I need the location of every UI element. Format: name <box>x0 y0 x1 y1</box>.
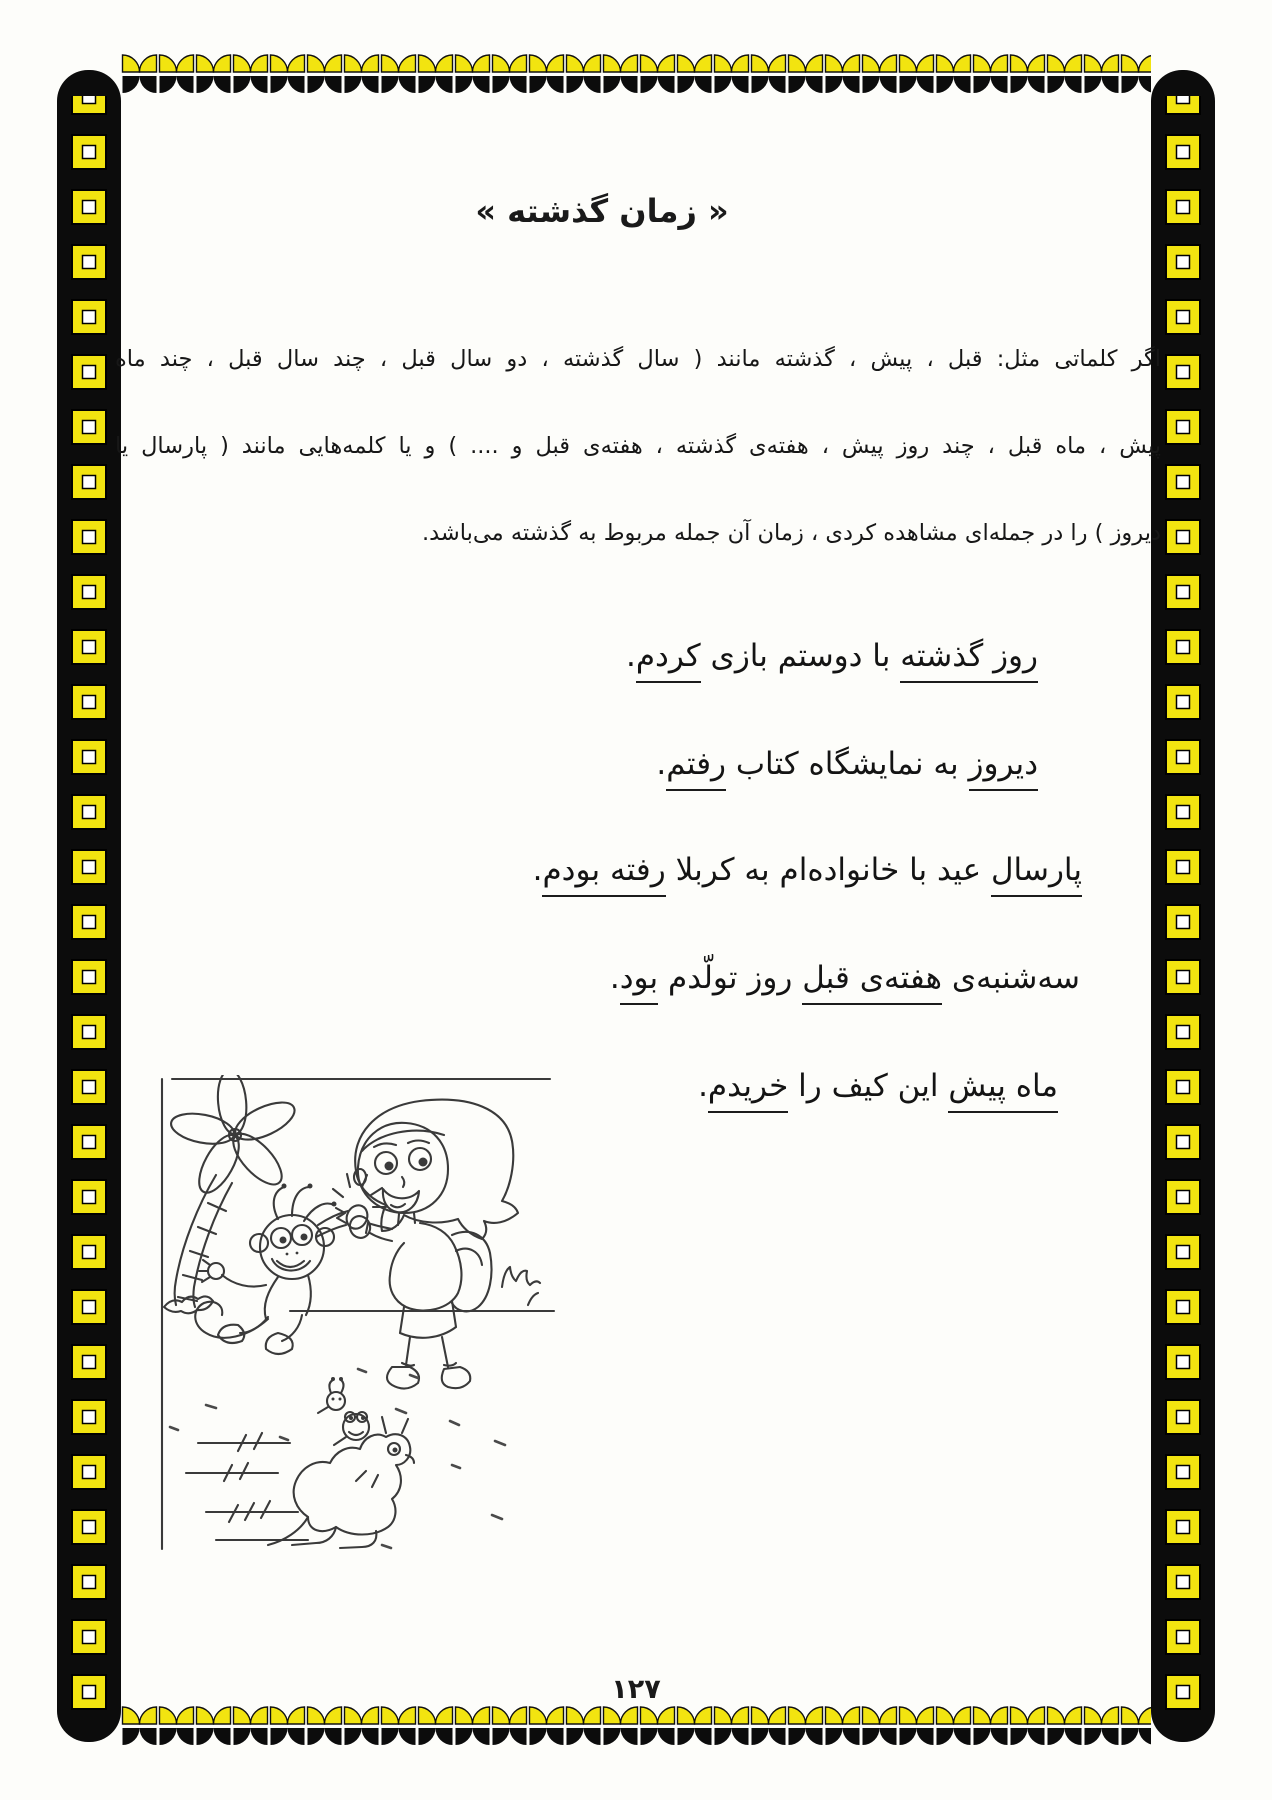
example-sentence <box>656 746 1038 782</box>
underlined-word: دیروز <box>969 746 1038 791</box>
sentence-text: به نمایشگاه کتاب <box>726 746 969 782</box>
sentence-text: با دوستم بازی <box>700 638 901 674</box>
sentence-text: این کیف را <box>788 1068 949 1104</box>
underlined-word: کردم <box>636 638 701 683</box>
underlined-word: رفته بودم <box>542 852 665 897</box>
dora-boots-coloring-illustration <box>150 1075 560 1555</box>
border-top-scallop <box>121 42 1151 106</box>
page-title: « زمان گذشته » <box>475 192 729 230</box>
sentence-text: . <box>625 638 636 674</box>
intro-paragraph <box>115 316 1161 577</box>
underlined-word: بود <box>620 960 658 1005</box>
paragraph-line: اگر کلماتی مثل: قبل ، پیش ، گذشته مانند ( سال گذشته ، دو سال قبل ، چند سال قبل ، چند ماه <box>115 346 1161 372</box>
palm-flower <box>169 1075 300 1199</box>
example-sentence <box>533 852 1082 888</box>
underlined-word: خریدم <box>708 1068 788 1113</box>
underlined-word: هفته‌ی قبل <box>802 960 942 1005</box>
kangaroo-friends <box>268 1377 414 1548</box>
scatter-marks <box>170 1369 505 1548</box>
sentence-text: . <box>656 746 667 782</box>
example-sentence <box>626 638 1038 674</box>
palm-trunk <box>164 1175 232 1313</box>
sentence-text: سه‌شنبه‌ی <box>941 960 1080 996</box>
underlined-word: رفتم <box>666 746 726 791</box>
sentence-text: . <box>532 852 543 888</box>
underlined-word: پارسال <box>991 852 1082 897</box>
sentence-text: . <box>698 1068 708 1104</box>
underlined-word: روز گذشته <box>900 638 1038 683</box>
page-number: ۱۲۷ <box>611 1674 661 1705</box>
speed-lines <box>186 1433 308 1540</box>
dora-figure <box>347 1100 518 1389</box>
paragraph-line: پیش ، ماه قبل ، چند روز پیش ، هفته‌ی گذشته ، هفته‌ی قبل و .... ) و یا کلمه‌هایی مانند ( پارسال یا <box>115 433 1161 459</box>
sentence-text: عید با خانواده‌ام به کربلا <box>665 852 991 888</box>
grass-tufts <box>502 1267 540 1305</box>
sentence-text: روز تولّدم <box>658 960 803 996</box>
underlined-word: ماه پیش <box>948 1068 1058 1113</box>
example-sentence <box>610 960 1080 996</box>
sentence-text: . <box>609 960 620 996</box>
paragraph-line: دیروز ) را در جمله‌ای مشاهده کردی ، زمان آن جمله مربوط به گذشته می‌باشد. <box>421 520 1161 546</box>
example-sentence <box>698 1068 1058 1104</box>
border-left-squares <box>57 70 121 1742</box>
